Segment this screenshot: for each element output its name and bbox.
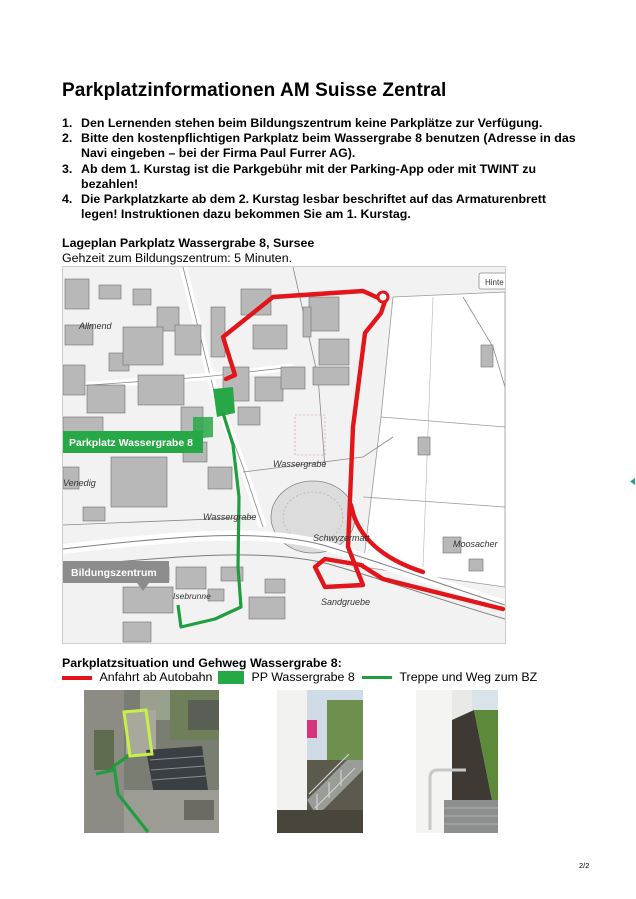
page-number: 2/2 <box>579 861 590 870</box>
legend-item-parking <box>218 670 355 684</box>
legend-label: PP Wassergrabe 8 <box>251 670 355 684</box>
legend-item-route <box>62 670 212 684</box>
instruction-item <box>62 162 582 192</box>
map-place-label: Allmend <box>79 321 112 331</box>
instruction-item <box>62 131 582 161</box>
page-title: Parkplatzinformationen AM Suisse Zentral <box>62 80 447 101</box>
edge-marker-icon <box>630 478 635 485</box>
legend-green-line-icon <box>362 676 392 679</box>
instruction-item <box>62 116 582 131</box>
map-place-label: Wassergrabe <box>273 459 327 469</box>
site-map <box>62 266 506 644</box>
instruction-number: 4. <box>62 192 73 207</box>
legend-red-line-icon <box>62 676 92 680</box>
map-background-button-label: Hinte <box>485 278 504 287</box>
map-place-label: Wassergrabe <box>203 512 257 522</box>
instruction-text: Ab dem 1. Kurstag ist die Parkgebühr mit der Parking-App oder mit TWINT zu bezahlen! <box>81 161 537 191</box>
map-subheading: Gehzeit zum Bildungszentrum: 5 Minuten. <box>62 251 293 265</box>
site-map-drawing <box>63 267 505 643</box>
instruction-item <box>62 192 582 222</box>
map-heading: Lageplan Parkplatz Wassergrabe 8, Sursee <box>62 236 315 250</box>
path-photo <box>416 690 498 833</box>
map-place-label: Moosacher <box>453 539 498 549</box>
instruction-text: Bitte den kostenpflichtigen Parkplatz beim Wassergrabe 8 benutzen (Adresse in das Navi eingeben – bei der Firma Paul Furrer AG). <box>81 131 576 161</box>
instruction-text: Den Lernenden stehen beim Bildungszentrum keine Parkplätze zur Verfügung. <box>81 116 543 130</box>
aerial-photo <box>84 690 219 833</box>
instruction-text: Die Parkplatzkarte ab dem 2. Kurstag lesbar beschriftet auf das Armaturenbrett legen! Instruktionen dazu bekommen Sie am 1. Kurstag. <box>81 192 547 222</box>
map-place-label: Sandgruebe <box>321 597 371 607</box>
legend-label: Anfahrt ab Autobahn <box>99 670 213 684</box>
instruction-number: 2. <box>62 131 73 146</box>
instruction-list <box>62 116 582 222</box>
staircase-photo <box>277 690 363 833</box>
instruction-number: 3. <box>62 161 73 176</box>
map-place-label: Isebrunne <box>173 591 211 601</box>
legend-green-box-icon <box>218 671 244 684</box>
situation-heading: Parkplatzsituation und Gehweg Wassergrabe 8: <box>62 656 342 670</box>
education-center-label: Bildungszentrum <box>71 567 157 579</box>
map-place-label: Venedig <box>63 478 96 488</box>
legend-label: Treppe und Weg zum BZ <box>399 670 538 684</box>
parking-label: Parkplatz Wassergrabe 8 <box>69 437 193 449</box>
instruction-number: 1. <box>62 116 73 130</box>
map-place-label: Schwyzermatt <box>313 533 370 543</box>
legend-item-walkway <box>362 670 537 684</box>
